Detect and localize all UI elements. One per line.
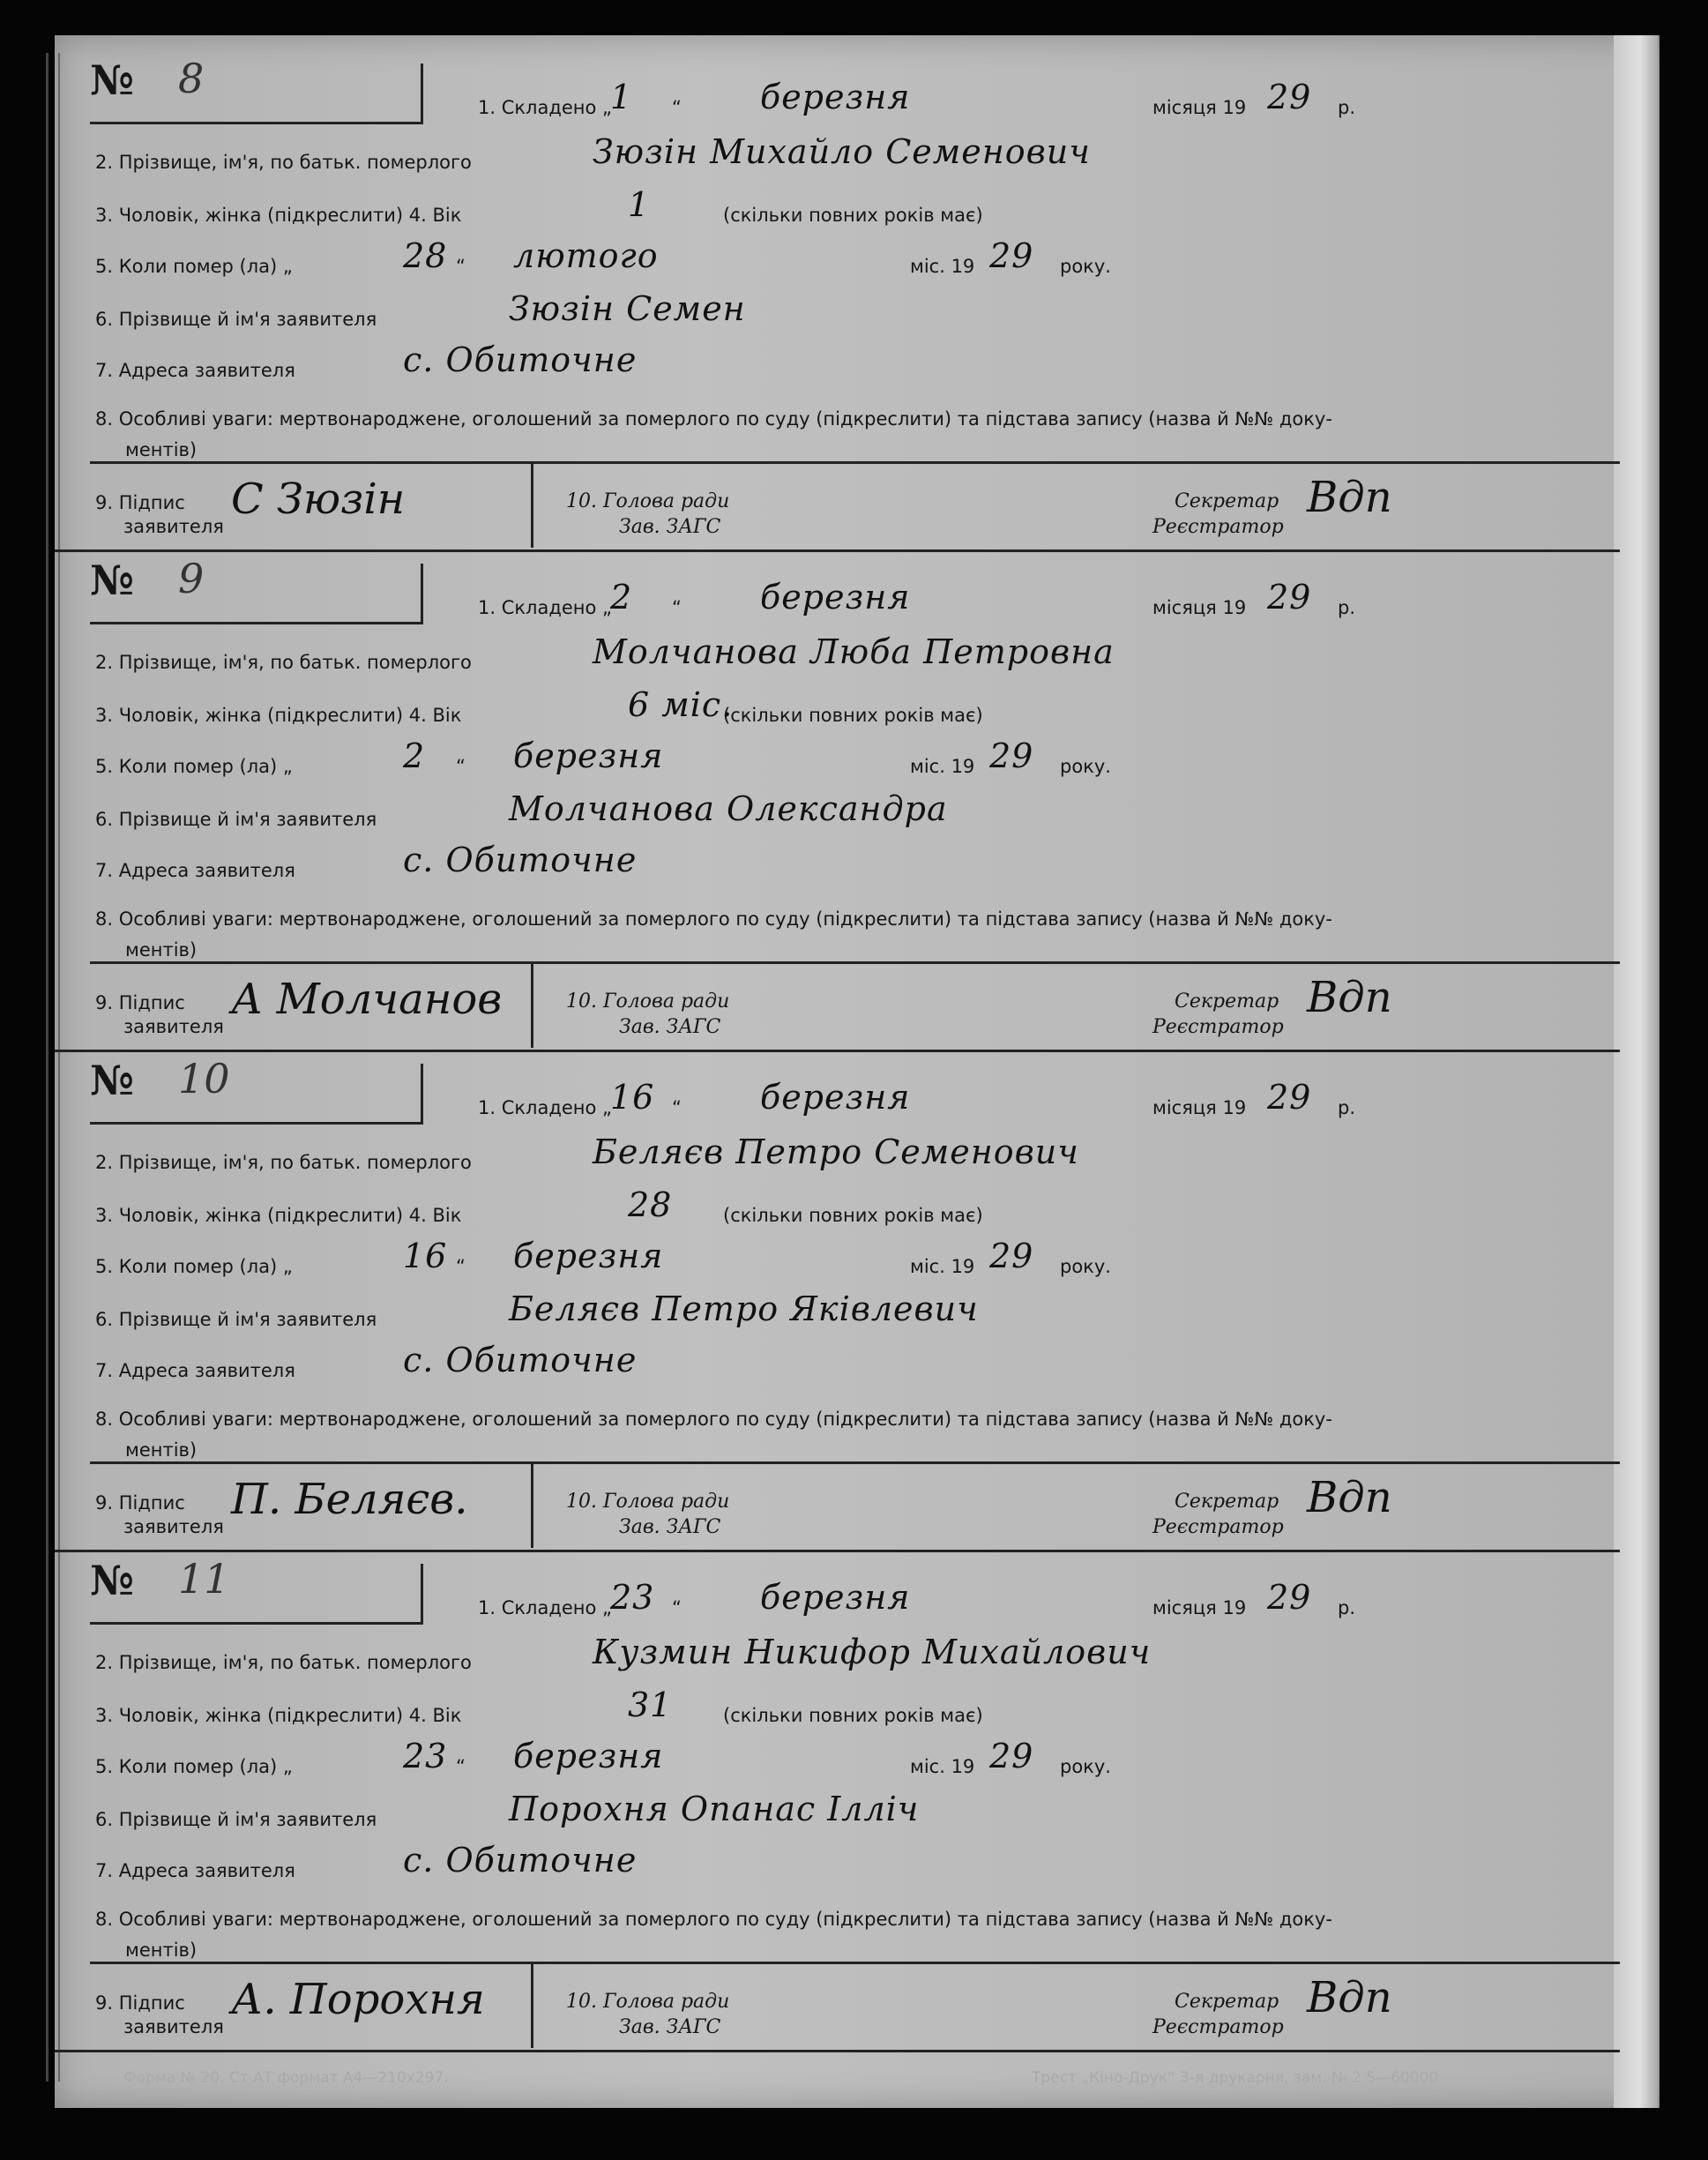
- record-number-box: [90, 1064, 423, 1125]
- record-number-box: [90, 64, 423, 124]
- secretary-label: Секретар: [1175, 1491, 1279, 1513]
- applicant-label: 6. Прізвище й ім'я заявителя: [95, 1309, 377, 1330]
- remarks-label: 8. Особливі уваги: мертвонароджене, оголошений за померлого по суду (підкреслити) та підстава запису (назва й №№ доку-: [95, 1909, 1332, 1930]
- sex-age-label: 3. Чоловік, жінка (підкреслити) 4. Вік: [95, 1705, 462, 1726]
- age-value: 31: [628, 1685, 673, 1724]
- zags-label: Зав. ЗАГС: [619, 1516, 721, 1538]
- sex-age-label: 3. Чоловік, жінка (підкреслити) 4. Вік: [95, 705, 462, 726]
- death-date-label: 5. Коли помер (ла) „: [95, 756, 293, 777]
- year-suffix: р.: [1338, 1097, 1356, 1118]
- applicant-name: Молчанова Олександра: [509, 789, 948, 828]
- signature-divider: [90, 1461, 1620, 1464]
- month-label: місяця 19: [1152, 597, 1247, 618]
- signature-label-2: заявителя: [123, 1516, 224, 1537]
- composed-month: березня: [760, 78, 911, 116]
- registrar-signature: Вдп: [1307, 1973, 1392, 2022]
- deceased-name: Молчанова Люба Петровна: [593, 632, 1115, 671]
- composed-year: 29: [1267, 1578, 1312, 1617]
- composed-day: 16: [610, 1078, 655, 1117]
- roku-label: року.: [1060, 256, 1111, 277]
- remarks-continuation: ментів): [125, 1940, 198, 1961]
- death-month-label: міс. 19: [910, 756, 975, 777]
- composed-year: 29: [1267, 578, 1312, 617]
- number-sign: №: [90, 1057, 134, 1104]
- age-note: (скільки повних років має): [723, 705, 983, 726]
- death-month-label: міс. 19: [910, 256, 975, 277]
- death-quote: “: [456, 256, 466, 277]
- death-month: березня: [513, 736, 664, 775]
- zags-label: Зав. ЗАГС: [619, 2016, 721, 2038]
- roku-label: року.: [1060, 1756, 1111, 1777]
- signature-separator: [531, 464, 533, 548]
- applicant-name: Порохня Опанас Ілліч: [509, 1790, 920, 1828]
- death-day: 28: [403, 236, 448, 275]
- composed-label: 1. Складено „: [478, 1597, 612, 1618]
- signature-divider: [90, 1962, 1620, 1964]
- composed-quote: “: [672, 1097, 682, 1118]
- deceased-name: Кузмин Никифор Михайлович: [593, 1633, 1152, 1671]
- secretary-label: Секретар: [1175, 1991, 1279, 2013]
- composed-day: 2: [610, 578, 633, 617]
- signature-label: 9. Підпис: [95, 1992, 185, 2014]
- death-day: 2: [403, 736, 426, 775]
- registrar-signature: Вдп: [1307, 973, 1392, 1022]
- age-value: 6 міс.: [628, 685, 734, 724]
- remarks-label: 8. Особливі уваги: мертвонароджене, оголошений за померлого по суду (підкреслити) та підстава запису (назва й №№ доку-: [95, 1409, 1332, 1430]
- registrar-signature: Вдп: [1307, 473, 1392, 522]
- registrar-label: Реєстратор: [1152, 1016, 1284, 1038]
- address-value: с. Обиточне: [403, 1341, 638, 1379]
- composed-day: 1: [610, 78, 633, 116]
- address-value: с. Обиточне: [403, 340, 638, 379]
- applicant-label: 6. Прізвище й ім'я заявителя: [95, 1809, 377, 1830]
- signature-separator: [531, 1964, 533, 2048]
- age-note: (скільки повних років має): [723, 1205, 983, 1226]
- remarks-continuation: ментів): [125, 1439, 198, 1461]
- year-suffix: р.: [1338, 1597, 1356, 1618]
- death-date-label: 5. Коли помер (ла) „: [95, 256, 293, 277]
- deceased-label: 2. Прізвище, ім'я, по батьк. померлого: [95, 652, 472, 673]
- head-label: 10. Голова ради: [566, 1991, 730, 2013]
- applicant-name: Зюзін Семен: [509, 289, 746, 328]
- month-label: місяця 19: [1152, 1097, 1247, 1118]
- deceased-name: Беляєв Петро Семенович: [593, 1132, 1079, 1171]
- address-label: 7. Адреса заявителя: [95, 1860, 295, 1881]
- deceased-name: Зюзін Михайло Семенович: [593, 132, 1091, 171]
- registrar-label: Реєстратор: [1152, 1516, 1284, 1538]
- registrar-label: Реєстратор: [1152, 516, 1284, 538]
- number-sign: №: [90, 557, 134, 604]
- deceased-label: 2. Прізвище, ім'я, по батьк. померлого: [95, 1152, 472, 1173]
- remarks-continuation: ментів): [125, 939, 198, 960]
- death-month: березня: [513, 1737, 664, 1775]
- death-year: 29: [989, 1237, 1034, 1275]
- record-number-box: [90, 1564, 423, 1625]
- secretary-label: Секретар: [1175, 490, 1279, 512]
- roku-label: року.: [1060, 756, 1111, 777]
- signature-label-2: заявителя: [123, 516, 224, 537]
- death-month-label: міс. 19: [910, 1756, 975, 1777]
- address-value: с. Обиточне: [403, 841, 638, 879]
- registrar-label: Реєстратор: [1152, 2016, 1284, 2038]
- zags-label: Зав. ЗАГС: [619, 1016, 721, 1038]
- address-label: 7. Адреса заявителя: [95, 1360, 295, 1381]
- head-label: 10. Голова ради: [566, 490, 730, 512]
- signature-label: 9. Підпис: [95, 992, 185, 1013]
- composed-month: березня: [760, 578, 911, 617]
- remarks-continuation: ментів): [125, 439, 198, 460]
- year-suffix: р.: [1338, 597, 1356, 618]
- age-value: 28: [628, 1185, 673, 1224]
- death-record: [55, 1051, 1620, 1552]
- death-month: лютого: [513, 236, 659, 275]
- address-value: с. Обиточне: [403, 1841, 638, 1880]
- signature-label: 9. Підпис: [95, 492, 185, 513]
- death-record: [55, 1551, 1620, 2052]
- death-quote: “: [456, 1256, 466, 1277]
- remarks-label: 8. Особливі уваги: мертвонароджене, оголошений за померлого по суду (підкреслити) та підстава запису (назва й №№ доку-: [95, 408, 1332, 430]
- record-number: 10: [178, 1055, 230, 1102]
- month-label: місяця 19: [1152, 1597, 1247, 1618]
- composed-quote: “: [672, 97, 682, 118]
- applicant-signature: П. Беляєв.: [231, 1475, 468, 1524]
- death-record: [55, 51, 1620, 552]
- record-number: 9: [178, 555, 205, 602]
- deceased-label: 2. Прізвище, ім'я, по батьк. померлого: [95, 1652, 472, 1673]
- month-label: місяця 19: [1152, 97, 1247, 118]
- age-value: 1: [628, 185, 651, 224]
- death-date-label: 5. Коли помер (ла) „: [95, 1756, 293, 1777]
- death-day: 23: [403, 1737, 448, 1775]
- death-year: 29: [989, 236, 1034, 275]
- death-month-label: міс. 19: [910, 1256, 975, 1277]
- applicant-signature: А Молчанов: [231, 975, 503, 1024]
- death-year: 29: [989, 736, 1034, 775]
- sex-age-label: 3. Чоловік, жінка (підкреслити) 4. Вік: [95, 205, 462, 226]
- composed-quote: “: [672, 1597, 682, 1618]
- form-footer-right: Трест „Кіно-Друк“ 3-я друкарня, зам. № 2 5—60000: [1032, 2069, 1439, 2087]
- signature-divider: [90, 961, 1620, 964]
- registrar-signature: Вдп: [1307, 1473, 1392, 1522]
- composed-day: 23: [610, 1578, 655, 1617]
- roku-label: року.: [1060, 1256, 1111, 1277]
- record-number: 11: [178, 1555, 230, 1603]
- applicant-signature: А. Порохня: [231, 1975, 485, 2024]
- composed-month: березня: [760, 1578, 911, 1617]
- composed-label: 1. Складено „: [478, 1097, 612, 1118]
- death-month: березня: [513, 1237, 664, 1275]
- composed-label: 1. Складено „: [478, 97, 612, 118]
- record-number: 8: [178, 55, 205, 102]
- zags-label: Зав. ЗАГС: [619, 516, 721, 538]
- composed-label: 1. Складено „: [478, 597, 612, 618]
- death-year: 29: [989, 1737, 1034, 1775]
- death-quote: “: [456, 756, 466, 777]
- composed-quote: “: [672, 597, 682, 618]
- page-edge: [1614, 35, 1658, 2108]
- signature-separator: [531, 964, 533, 1048]
- death-date-label: 5. Коли помер (ла) „: [95, 1256, 293, 1277]
- signature-divider: [90, 461, 1620, 464]
- binding-line: [46, 53, 48, 2082]
- composed-year: 29: [1267, 1078, 1312, 1117]
- signature-label: 9. Підпис: [95, 1492, 185, 1513]
- year-suffix: р.: [1338, 97, 1356, 118]
- remarks-label: 8. Особливі уваги: мертвонароджене, оголошений за померлого по суду (підкреслити) та підстава запису (назва й №№ доку-: [95, 908, 1332, 930]
- address-label: 7. Адреса заявителя: [95, 360, 295, 381]
- applicant-label: 6. Прізвище й ім'я заявителя: [95, 309, 377, 330]
- age-note: (скільки повних років має): [723, 205, 983, 226]
- applicant-signature: С Зюзін: [231, 475, 406, 524]
- applicant-name: Беляєв Петро Яківлевич: [509, 1289, 979, 1328]
- signature-label-2: заявителя: [123, 1016, 224, 1037]
- deceased-label: 2. Прізвище, ім'я, по батьк. померлого: [95, 152, 472, 173]
- head-label: 10. Голова ради: [566, 990, 730, 1013]
- secretary-label: Секретар: [1175, 990, 1279, 1013]
- record-number-box: [90, 564, 423, 624]
- death-day: 16: [403, 1237, 448, 1275]
- sex-age-label: 3. Чоловік, жінка (підкреслити) 4. Вік: [95, 1205, 462, 1226]
- address-label: 7. Адреса заявителя: [95, 860, 295, 881]
- head-label: 10. Голова ради: [566, 1491, 730, 1513]
- composed-year: 29: [1267, 78, 1312, 116]
- death-quote: “: [456, 1756, 466, 1777]
- form-footer-left: Форма № 20. Ст АТ формат А4—210х297.: [123, 2069, 449, 2087]
- applicant-label: 6. Прізвище й ім'я заявителя: [95, 809, 377, 830]
- signature-separator: [531, 1464, 533, 1548]
- death-record: [55, 551, 1620, 1052]
- age-note: (скільки повних років має): [723, 1705, 983, 1726]
- number-sign: №: [90, 56, 134, 104]
- composed-month: березня: [760, 1078, 911, 1117]
- signature-label-2: заявителя: [123, 2016, 224, 2037]
- number-sign: №: [90, 1557, 134, 1604]
